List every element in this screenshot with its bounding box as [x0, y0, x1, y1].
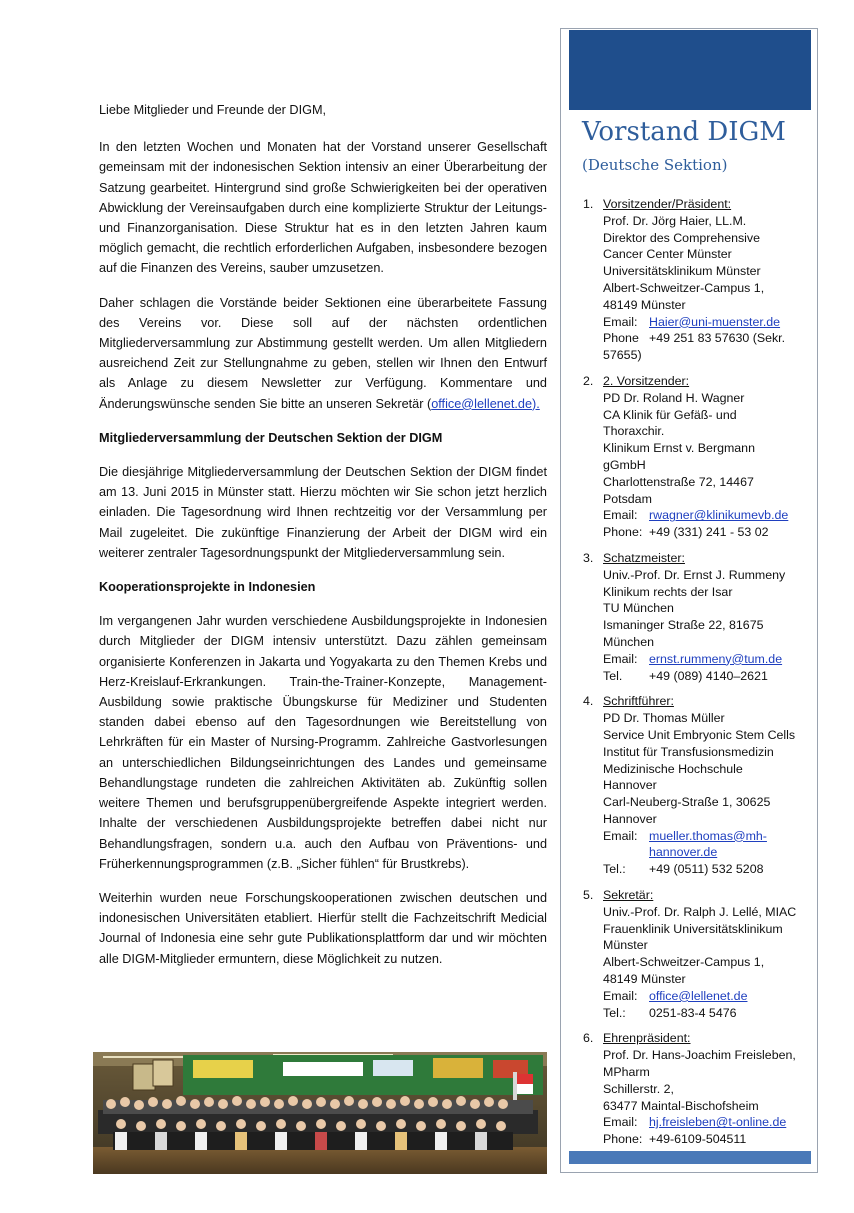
email-link[interactable]: mueller.thomas@mh-: [649, 828, 767, 843]
member-detail: Prof. Dr. Hans-Joachim Freisleben,: [603, 1048, 796, 1063]
member-detail: 57655): [603, 348, 642, 363]
member-detail: Albert-Schweitzer-Campus 1,: [603, 280, 765, 295]
greeting: Liebe Mitglieder und Freunde der DIGM,: [99, 103, 327, 117]
member-detail: Hannover: [603, 778, 657, 793]
sidebar-header-bar: [569, 30, 811, 110]
member-detail: 63477 Maintal-Bischofsheim: [603, 1098, 759, 1113]
board-member: [583, 373, 813, 541]
contact-label: Email:: [603, 988, 638, 1003]
contact-label: Tel.:: [603, 1005, 626, 1020]
member-detail: Hannover: [603, 811, 657, 826]
member-detail: Medizinische Hochschule: [603, 761, 743, 776]
member-detail: Ismaninger Straße 22, 81675: [603, 618, 764, 633]
board-sidebar: [560, 28, 818, 1173]
member-phone-row: [603, 668, 813, 685]
member-detail: Klinikum rechts der Isar: [603, 584, 733, 599]
board-member: [583, 693, 813, 878]
contact-label: Email:: [603, 828, 638, 843]
member-detail: Schillerstr. 2,: [603, 1081, 674, 1096]
member-detail: Univ.-Prof. Dr. Ernst J. Rummeny: [603, 567, 786, 582]
member-email-row: [603, 314, 813, 331]
member-detail: Charlottenstraße 72, 14467: [603, 474, 754, 489]
member-detail: Universitätsklinikum Münster: [603, 264, 761, 279]
phone-number: +49 251 83 57630 (Sekr.: [649, 331, 786, 346]
paragraph-satzung: In den letzten Wochen und Monaten hat der Vorstand unserer Gesellschaft gemeinsam mit der indonesischen Sektion intensiv an einer Überarbeitung der Satzung gearbeitet. Hintergrund sind große Schwierigkeiten bei der operativen Abwicklung der Vereinsaufgaben durch eine komplizierte Struktur der Leitungs- und Finanzorganisation. Diese Struktur hat es in den letzten Jahren kaum möglich gemacht, die rechtlich erforderlichen Aufgaben, insbesondere bezogen auf die Finanzen des Vereins, sauber umzusetzen.: [99, 140, 547, 276]
contact-label: Email:: [603, 651, 638, 666]
member-phone-row: [603, 1005, 813, 1022]
member-detail: Münster: [603, 938, 648, 953]
member-detail: Klinikum Ernst v. Bergmann: [603, 441, 755, 456]
member-detail: TU München: [603, 601, 674, 616]
member-detail: Direktor des Comprehensive: [603, 230, 761, 245]
member-email-row: [603, 507, 813, 524]
member-email-row: [603, 828, 813, 845]
member-email-row: [603, 1114, 813, 1131]
paragraph-entwurf-text: Daher schlagen die Vorstände beider Sektionen eine überarbeitete Fassung des Vereins vor. Diese soll auf der nächsten ordentlichen Mitgliederversammlung zur Abstimmung gestellt werden. Um allen Mitgliedern ausreichend Zeit zur Stellungnahme zu geben, stellen wir Ihnen den Entwurf als Anlage zu diesem Newsletter zur Verfügung. Kommentare und Änderungswünsche senden Sie bitte an unseren Sekretär (: [99, 295, 547, 411]
contact-label: Email:: [603, 1115, 638, 1130]
member-number: 2.: [583, 373, 594, 388]
sidebar-footer-bar: [569, 1151, 811, 1164]
member-number: 5.: [583, 888, 594, 903]
board-member: [583, 887, 813, 1021]
member-detail: Service Unit Embryonic Stem Cells: [603, 727, 796, 742]
member-detail: München: [603, 634, 654, 649]
phone-number: +49 (0511) 532 5208: [649, 862, 764, 877]
member-detail: Albert-Schweitzer-Campus 1,: [603, 955, 765, 970]
member-detail: PD Dr. Roland H. Wagner: [603, 390, 745, 405]
member-detail: Prof. Dr. Jörg Haier, LL.M.: [603, 213, 747, 228]
phone-number: +49 (331) 241 - 53 02: [649, 525, 769, 540]
paragraph-mitgliederversammlung: Die diesjährige Mitgliederversammlung der Deutschen Sektion der DIGM findet am 13. Juni 2015 in Münster statt. Hierzu möchten wir Sie schon jetzt herzlich einladen. Die Tagesordnung wird Ihnen rechtzeitig vor der Versammlung per Mail zugeleitet. Die zukünftige Finanzierung der Arbeit der DIGM wird ein weiterer zentraler Tagesordnungspunkt der Mitgliederversammlung sein.: [99, 465, 547, 560]
contact-label: Phone: [603, 331, 639, 346]
contact-label: Email:: [603, 508, 638, 523]
phone-number: 0251-83-4 5476: [649, 1005, 737, 1020]
member-detail: PD Dr. Thomas Müller: [603, 711, 725, 726]
member-email-row: [603, 988, 813, 1005]
member-phone-row: [603, 524, 813, 541]
member-role: 2. Vorsitzender:: [603, 373, 690, 388]
member-phone-row: [603, 330, 813, 347]
board-member: [583, 196, 813, 364]
member-detail: Potsdam: [603, 491, 652, 506]
heading-kooperationsprojekte: Kooperationsprojekte in Indonesien: [99, 580, 316, 595]
board-member-list: [583, 196, 813, 1157]
member-number: 4.: [583, 694, 594, 709]
member-email-row: [603, 651, 813, 668]
member-phone-row: [603, 1131, 813, 1148]
email-link[interactable]: rwagner@klinikumevb.de: [649, 508, 789, 523]
member-detail: 48149 Münster: [603, 972, 686, 987]
member-phone-row: [603, 861, 813, 878]
member-detail: Carl-Neuberg-Straße 1, 30625: [603, 795, 771, 810]
email-link[interactable]: hannover.de: [649, 845, 718, 860]
contact-label: Email:: [603, 314, 638, 329]
email-link[interactable]: ernst.rummeny@tum.de: [649, 651, 783, 666]
member-number: 3.: [583, 550, 594, 565]
member-detail: 48149 Münster: [603, 297, 686, 312]
member-number: 1.: [583, 197, 594, 211]
member-detail: gGmbH: [603, 457, 646, 472]
phone-number: +49 (089) 4140–2621: [649, 668, 768, 683]
contact-label: Phone:: [603, 525, 643, 540]
contact-label: Tel.: [603, 668, 623, 683]
member-detail: Cancer Center Münster: [603, 247, 732, 262]
member-number: 6.: [583, 1031, 594, 1046]
member-detail: Univ.-Prof. Dr. Ralph J. Lellé, MIAC: [603, 904, 797, 919]
email-link[interactable]: Haier@uni-muenster.de: [649, 314, 781, 329]
member-detail: Thoraxchir.: [603, 424, 665, 439]
sidebar-title: Vorstand DIGM: [582, 117, 786, 147]
member-detail: Institut für Transfusionsmedizin: [603, 744, 774, 759]
board-member: [583, 550, 813, 684]
contact-label: Tel.:: [603, 862, 626, 877]
member-role: Schatzmeister:: [603, 550, 685, 565]
paragraph-forschungskooperationen: Weiterhin wurden neue Forschungskooperationen zwischen deutschen und indonesischen Universitäten etabliert. Hierfür stellt die Fachzeitschrift Medicial Journal of Indonesia eine sehr gute Publikationsplattform dar und wir möchten alle DIGM-Mitglieder ermuntern, diese Möglichkeit zu nutzen.: [99, 890, 547, 966]
board-member: [583, 1030, 813, 1148]
member-detail: MPharm: [603, 1065, 650, 1080]
email-link[interactable]: hj.freisleben@t-online.de: [649, 1115, 787, 1130]
member-role: Sekretär:: [603, 888, 654, 903]
member-role: Schriftführer:: [603, 694, 674, 709]
contact-label: Phone:: [603, 1132, 643, 1147]
member-role: Ehrenpräsident:: [603, 1031, 691, 1046]
member-detail: CA Klinik für Gefäß- und: [603, 407, 737, 422]
phone-number: +49-6109-504511: [649, 1132, 747, 1147]
paragraph-ausbildungsprojekte: Im vergangenen Jahr wurden verschiedene Ausbildungsprojekte in Indonesien durch Mitglieder der DIGM intensiv unterstützt. Dazu zählen gemeinsam organisierte Konferenzen in Jakarta und Yogyakarta zu den Themen Krebs und Herz-Kreislauf-Erkrankungen. Train-the-Trainer-Konzepte, Management-Ausbildung sowie praktische Übungskurse für Mediziner und Studenten standen dabei ebenso auf den Tagesordnungen wie Bereitstellung von Lehrkräften für ein Master of Nursing-Programm. Zahlreiche Gastvorlesungen an unterschiedlichen Bildungseinrichtungen des Landes und gemeinsame Behandlungstage rundeten die zahlreichen Aktivitäten ab. Zukünftig sollen weitere Themen und berufsgruppenübergreifende Aspekte integriert werden. Inhalte der verschiedenen Ausbildungsprojekte betreffen dabei nicht nur Behandlungsfragen, sondern u.a. auch den Aufbau von Präventions- und Früherkennungsprogrammen (z.B. „Sicher fühlen“ für Brustkrebs).: [99, 614, 547, 871]
email-link[interactable]: office@lellenet.de: [649, 988, 748, 1003]
member-detail: Frauenklinik Universitätsklinikum: [603, 921, 783, 936]
heading-mitgliederversammlung: Mitgliederversammlung der Deutschen Sektion der DIGM: [99, 430, 443, 445]
paragraph-entwurf: [99, 293, 547, 414]
group-photo: [93, 1052, 547, 1174]
member-email-row: [603, 844, 813, 861]
member-role: Vorsitzender/Präsident:: [603, 197, 732, 211]
secretary-email-link[interactable]: office@lellenet.de).: [431, 396, 540, 411]
sidebar-subtitle: (Deutsche Sektion): [582, 156, 728, 174]
letter-body: [99, 100, 547, 983]
